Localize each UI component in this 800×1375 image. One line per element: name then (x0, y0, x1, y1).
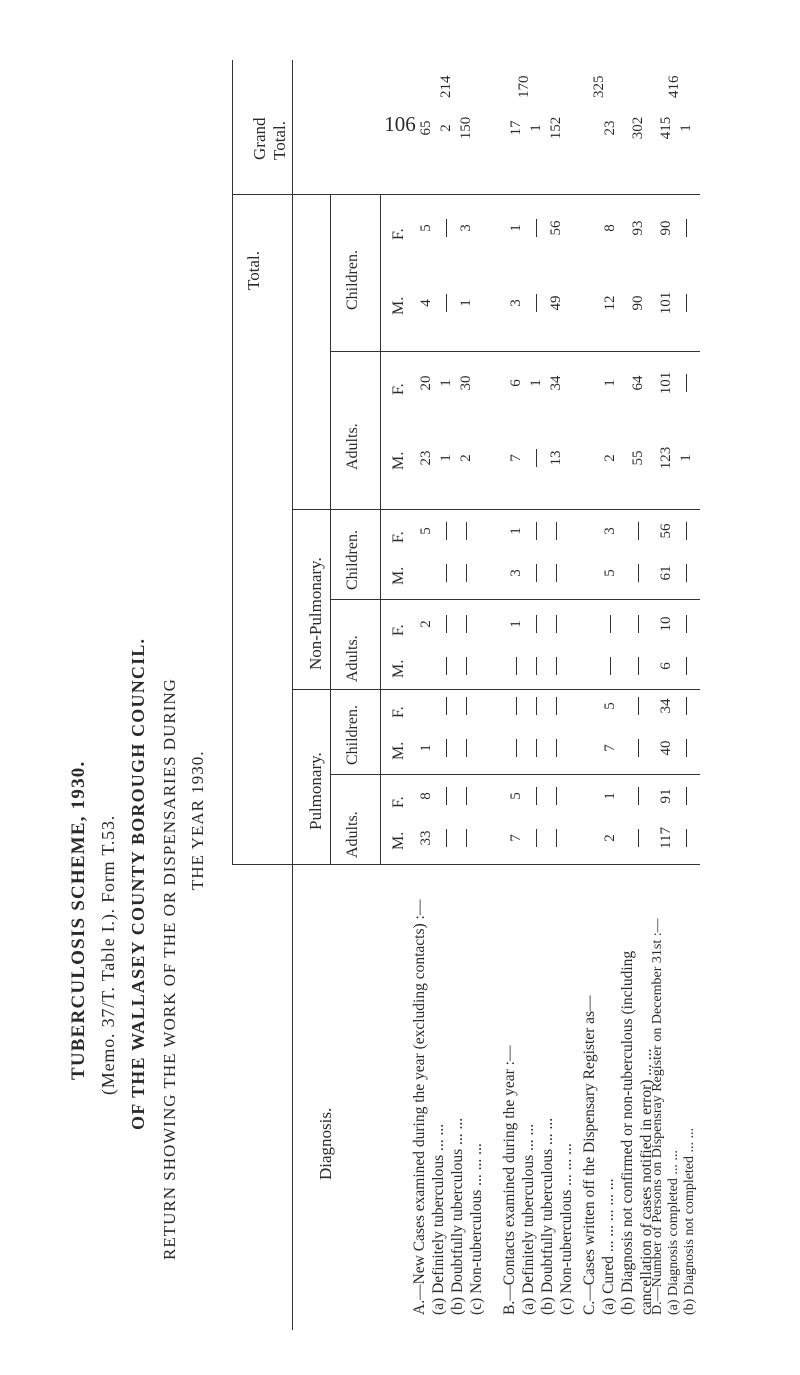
section-a (410, 875, 486, 1315)
table-cell: 415 (658, 116, 674, 140)
table-cell (602, 606, 619, 642)
table-cell (508, 730, 525, 766)
table-cell (602, 648, 619, 684)
table-cell (678, 285, 695, 321)
col-divider-pulmonary (232, 864, 700, 865)
table-cell: 65 (418, 120, 434, 136)
table-cell (548, 606, 565, 642)
title-line1: TUBERCULOSIS SCHEME, 1930. (68, 760, 89, 1080)
table-cell: 4 (418, 299, 434, 307)
table-cell: 7 (508, 454, 524, 462)
table-cell: 23 (418, 450, 434, 466)
header-p-children: Children. (344, 705, 361, 765)
header-f: F. (390, 228, 407, 240)
section-c-title: C.—Cases written off the Dispensary Register as— (581, 995, 598, 1315)
table-cell: 17 (508, 120, 524, 136)
header-np-adults: Adults. (344, 635, 361, 682)
header-non-pulmonary: Non-Pulmonary. (306, 557, 325, 670)
table-cell: 5 (418, 527, 434, 535)
table-cell (678, 730, 695, 766)
section-b-title: B.—Contacts examined during the year :— (501, 1045, 518, 1315)
table-cell: 23 (602, 120, 618, 136)
table-cell: 6 (508, 379, 524, 387)
table-cell: 90 (658, 220, 674, 236)
table-cell: 152 (548, 116, 564, 140)
table-cell: 1 (438, 379, 454, 387)
table-cell: 1 (678, 124, 694, 132)
grand-total-value: 170 (516, 75, 532, 98)
section-d-row-a: (a) Diagnosis completed ... ... (666, 1150, 681, 1315)
table-cell (548, 648, 565, 684)
table-cell: 91 (658, 788, 674, 804)
section-a-row-c: (c) Non-tuberculous ... ... ... (468, 1143, 485, 1315)
table-cell (458, 688, 475, 724)
table-cell: 1 (418, 744, 434, 752)
table-cell: 61 (658, 565, 674, 581)
header-total: Total. (244, 251, 263, 290)
col-divider-total (292, 509, 700, 510)
table-cell (630, 648, 647, 684)
table-cell: 55 (630, 450, 646, 466)
table-cell: 49 (548, 295, 564, 311)
section-d (650, 875, 698, 1315)
header-diagnosis: Diagnosis. (316, 1107, 335, 1180)
table-cell (678, 778, 695, 814)
header-np-children: Children. (344, 530, 361, 590)
table-cell (528, 285, 545, 321)
table-cell: 302 (630, 116, 646, 140)
section-b-row-a: (a) Definitely tuberculous ... ... (520, 1123, 537, 1315)
top-rule (232, 60, 233, 865)
table-cell: 1 (602, 379, 618, 387)
section-b (500, 875, 576, 1315)
table-cell: 2 (602, 834, 618, 842)
table-cell (630, 730, 647, 766)
header-m: M. (390, 659, 407, 678)
table-cell: 5 (602, 702, 618, 710)
header-t-adults: Adults. (344, 423, 361, 470)
table-cell: 56 (548, 220, 564, 236)
table-cell (548, 820, 565, 856)
table-cell (548, 778, 565, 814)
table-cell: 8 (418, 792, 434, 800)
header-divider (292, 60, 293, 1330)
col-np-ac (330, 599, 700, 600)
table-cell: 93 (630, 220, 646, 236)
grand-total-value: 416 (666, 75, 682, 98)
header-t-children: Children. (344, 250, 361, 310)
table-cell: 2 (602, 454, 618, 462)
table-cell (438, 730, 455, 766)
table-cell (458, 778, 475, 814)
table-cell: 3 (508, 569, 524, 577)
table-cell (528, 778, 545, 814)
header-m: M. (390, 296, 407, 315)
table-cell: 2 (458, 454, 474, 462)
table-cell: 1 (678, 454, 694, 462)
table-cell: 8 (602, 224, 618, 232)
table-cell (438, 513, 455, 549)
section-c-row-a: (a) Cured ... ... ... ... ... (600, 1178, 617, 1315)
table-cell (458, 820, 475, 856)
header-f: F. (390, 624, 407, 636)
table-cell (678, 365, 695, 401)
header-m: M. (390, 831, 407, 850)
table-cell: 117 (658, 827, 674, 849)
table-cell (678, 555, 695, 591)
header-p-adults: Adults. (344, 811, 361, 858)
table-cell (438, 820, 455, 856)
table-cell (630, 555, 647, 591)
table-cell (630, 606, 647, 642)
table-cell: 3 (602, 527, 618, 535)
table-cell: 2 (438, 124, 454, 132)
table-cell: 150 (458, 116, 474, 140)
table-cell: 33 (418, 830, 434, 846)
table-cell (458, 648, 475, 684)
table-cell (630, 688, 647, 724)
table-cell (678, 820, 695, 856)
title-line4: RETURN SHOWING THE WORK OF THE OR DISPENSARIES DURING (160, 678, 179, 1260)
table-cell (438, 555, 455, 591)
table-cell: 123 (658, 446, 674, 470)
table-cell (548, 730, 565, 766)
table-cell (438, 648, 455, 684)
table-cell (678, 513, 695, 549)
header-m: M. (390, 451, 407, 470)
section-b-row-b: (b) Doubtfully tuberculous ... ... (539, 1117, 556, 1315)
table-cell: 1 (508, 224, 524, 232)
table-cell (528, 513, 545, 549)
table-cell (548, 555, 565, 591)
table-cell: 5 (602, 569, 618, 577)
mf-rule (380, 195, 381, 865)
table-cell (528, 210, 545, 246)
table-cell (438, 210, 455, 246)
table-cell (458, 555, 475, 591)
table-cell: 7 (508, 834, 524, 842)
table-cell (458, 730, 475, 766)
table-cell (528, 648, 545, 684)
table-cell (678, 606, 695, 642)
table-cell (528, 555, 545, 591)
header-f: F. (390, 706, 407, 718)
section-a-title: A.—New Cases examined during the year (excluding contacts) :— (411, 899, 428, 1315)
page-number: 106 (384, 112, 416, 136)
title-line3: OF THE WALLASEY COUNTY BOROUGH COUNCIL. (128, 637, 148, 1130)
table-cell (528, 688, 545, 724)
table-cell: 56 (658, 523, 674, 539)
table-cell: 1 (438, 454, 454, 462)
table-cell: 12 (602, 295, 618, 311)
table-cell (528, 730, 545, 766)
table-cell: 5 (418, 224, 434, 232)
header-m: M. (390, 741, 407, 760)
table-cell: 1 (528, 379, 544, 387)
table-cell (438, 688, 455, 724)
table-cell: 101 (658, 291, 674, 315)
section-b-row-c: (c) Non-tuberculous ... ... ... (558, 1143, 575, 1315)
table-cell: 1 (508, 620, 524, 628)
table-cell (630, 513, 647, 549)
section-d-row-b: (b) Diagnosis not completed ... ... (682, 1127, 697, 1315)
table-cell (458, 513, 475, 549)
table-cell: 34 (658, 698, 674, 714)
header-m: M. (390, 566, 407, 585)
table-cell (438, 285, 455, 321)
table-cell: 40 (658, 740, 674, 756)
title-line2: (Memo. 37/T. Table I.). Form T.53. (98, 814, 118, 1095)
table-cell: 30 (458, 375, 474, 391)
table-cell (548, 513, 565, 549)
header-pulmonary: Pulmonary. (306, 752, 325, 830)
title-line5: THE YEAR 1930. (188, 750, 207, 890)
section-a-row-a: (a) Definitely tuberculous ... ... (430, 1123, 447, 1315)
rotated-table (60, 60, 700, 1330)
subheader-rule (330, 195, 331, 865)
table-cell (458, 606, 475, 642)
table-cell: 1 (508, 527, 524, 535)
header-f: F. (390, 383, 407, 395)
grand-total-value: 214 (438, 75, 454, 98)
table-cell: 13 (548, 450, 564, 466)
table-cell: 3 (458, 224, 474, 232)
table-cell (508, 648, 525, 684)
table-cell (528, 440, 545, 476)
header-f: F. (390, 531, 407, 543)
header-f: F. (390, 796, 407, 808)
table-cell: 2 (418, 620, 434, 628)
table-cell (678, 648, 695, 684)
table-cell: 1 (458, 299, 474, 307)
table-cell (438, 606, 455, 642)
table-cell (508, 688, 525, 724)
table-cell: 90 (630, 295, 646, 311)
table-cell (630, 820, 647, 856)
col-divider-grand (232, 194, 700, 195)
table-cell (630, 778, 647, 814)
table-cell (438, 778, 455, 814)
section-a-row-b: (b) Doubtfully tuberculous ... ... (449, 1117, 466, 1315)
table-cell: 3 (508, 299, 524, 307)
table-cell (678, 688, 695, 724)
table-cell: 1 (602, 792, 618, 800)
table-cell (678, 210, 695, 246)
table-cell: 7 (602, 744, 618, 752)
table-cell: 34 (548, 375, 564, 391)
col-t-ac (330, 351, 700, 352)
section-c (580, 875, 656, 1315)
table-cell: 101 (658, 371, 674, 395)
section-c-row-b: (b) Diagnosis not confirmed or non-tuberculous (including cancellation of cases notified in error) ... ... (619, 950, 655, 1315)
section-d-title: D.—Number of Persons on Dispensray Register on December 31st :— (650, 918, 665, 1315)
table-cell: 6 (658, 662, 674, 670)
table-cell (548, 688, 565, 724)
table-cell: 10 (658, 616, 674, 632)
table-cell: 5 (508, 792, 524, 800)
col-p-ac (330, 774, 700, 775)
table-cell: 64 (630, 375, 646, 391)
header-grand-total: Grand Total. (250, 117, 289, 160)
table-cell: 20 (418, 375, 434, 391)
table-cell: 1 (528, 124, 544, 132)
table-cell (528, 606, 545, 642)
table-cell (528, 820, 545, 856)
grand-total-value: 325 (591, 75, 607, 98)
